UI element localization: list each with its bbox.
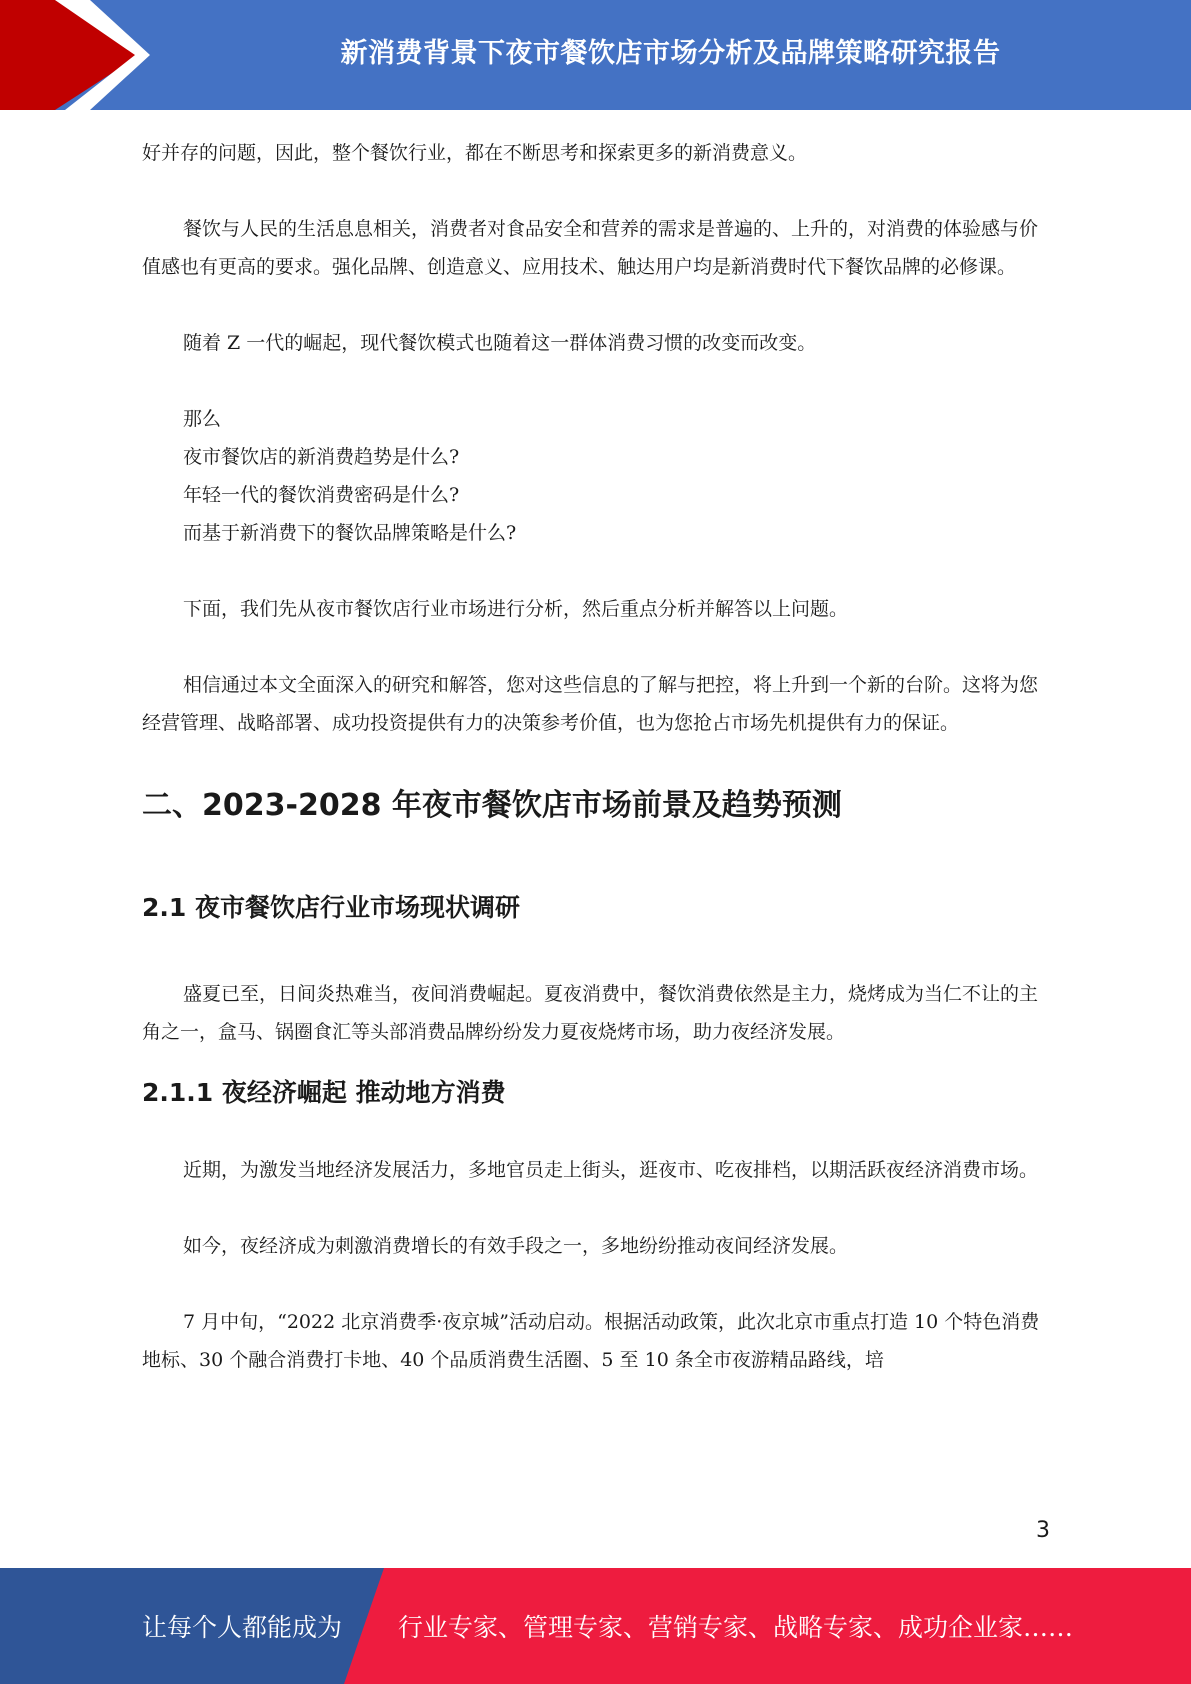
paragraph-5: 相信通过本文全面深入的研究和解答，您对这些信息的了解与把控，将上升到一个新的台阶。这将为您经营管理、战略部署、成功投资提供有力的决策参考价值，也为您抢占市场先机提供有力的保证。 xyxy=(142,674,1039,734)
paragraph-9: 7 月中旬，“2022 北京消费季·夜京城”活动启动。根据活动政策，此次北京市重点打造 10 个特色消费地标、30 个融合消费打卡地、40 个品质消费生活圈、5 至 10 条全市夜游精品路线，培 xyxy=(142,1311,1040,1371)
paragraph-6: 盛夏已至，日间炎热难当，夜间消费崛起。夏夜消费中，餐饮消费依然是主力，烧烤成为当仁不让的主角之一，盒马、锅圈食汇等头部消费品牌纷纷发力夏夜烧烤市场，助力夜经济发展。 xyxy=(142,983,1039,1043)
footer-bar xyxy=(0,1568,1191,1684)
question-1: 夜市餐饮店的新消费趋势是什么? xyxy=(183,446,460,468)
question-2: 年轻一代的餐饮消费密码是什么? xyxy=(183,484,460,506)
report-title: 新消费背景下夜市餐饮店市场分析及品牌策略研究报告 xyxy=(340,37,1001,69)
page-content xyxy=(142,134,1047,1379)
paragraph-4: 下面，我们先从夜市餐饮店行业市场进行分析，然后重点分析并解答以上问题。 xyxy=(183,598,849,620)
subsection-heading-2-1: 2.1 夜市餐饮店行业市场现状调研 xyxy=(142,893,520,922)
paragraph-7: 近期，为激发当地经济发展活力，多地官员走上街头，逛夜市、吃夜排档，以期活跃夜经济消费市场。 xyxy=(183,1159,1039,1181)
paragraph-3: 随着 Z 一代的崛起，现代餐饮模式也随着这一群体消费习惯的改变而改变。 xyxy=(183,332,817,354)
footer-slogan-left: 让每个人都能成为 xyxy=(142,1613,343,1642)
section-heading: 二、2023-2028 年夜市餐饮店市场前景及趋势预测 xyxy=(142,788,842,823)
question-3: 而基于新消费下的餐饮品牌策略是什么? xyxy=(183,522,517,544)
footer-slogan-right: 行业专家、管理专家、营销专家、战略专家、成功企业家…… xyxy=(398,1613,1074,1642)
paragraph-8: 如今，夜经济成为刺激消费增长的有效手段之一，多地纷纷推动夜间经济发展。 xyxy=(183,1235,849,1257)
header-bar xyxy=(0,0,1191,110)
paragraph-1: 好并存的问题，因此，整个餐饮行业，都在不断思考和探索更多的新消费意义。 xyxy=(142,142,808,164)
paragraph-2: 餐饮与人民的生活息息相关，消费者对食品安全和营养的需求是普遍的、上升的，对消费的体验感与价值感也有更高的要求。强化品牌、创造意义、应用技术、触达用户均是新消费时代下餐饮品牌的必修课。 xyxy=(142,218,1039,278)
page-number: 3 xyxy=(1036,1518,1050,1543)
header-red-arrow xyxy=(0,0,140,110)
question-intro: 那么 xyxy=(183,408,222,430)
subsection-heading-2-1-1: 2.1.1 夜经济崛起 推动地方消费 xyxy=(142,1078,506,1107)
